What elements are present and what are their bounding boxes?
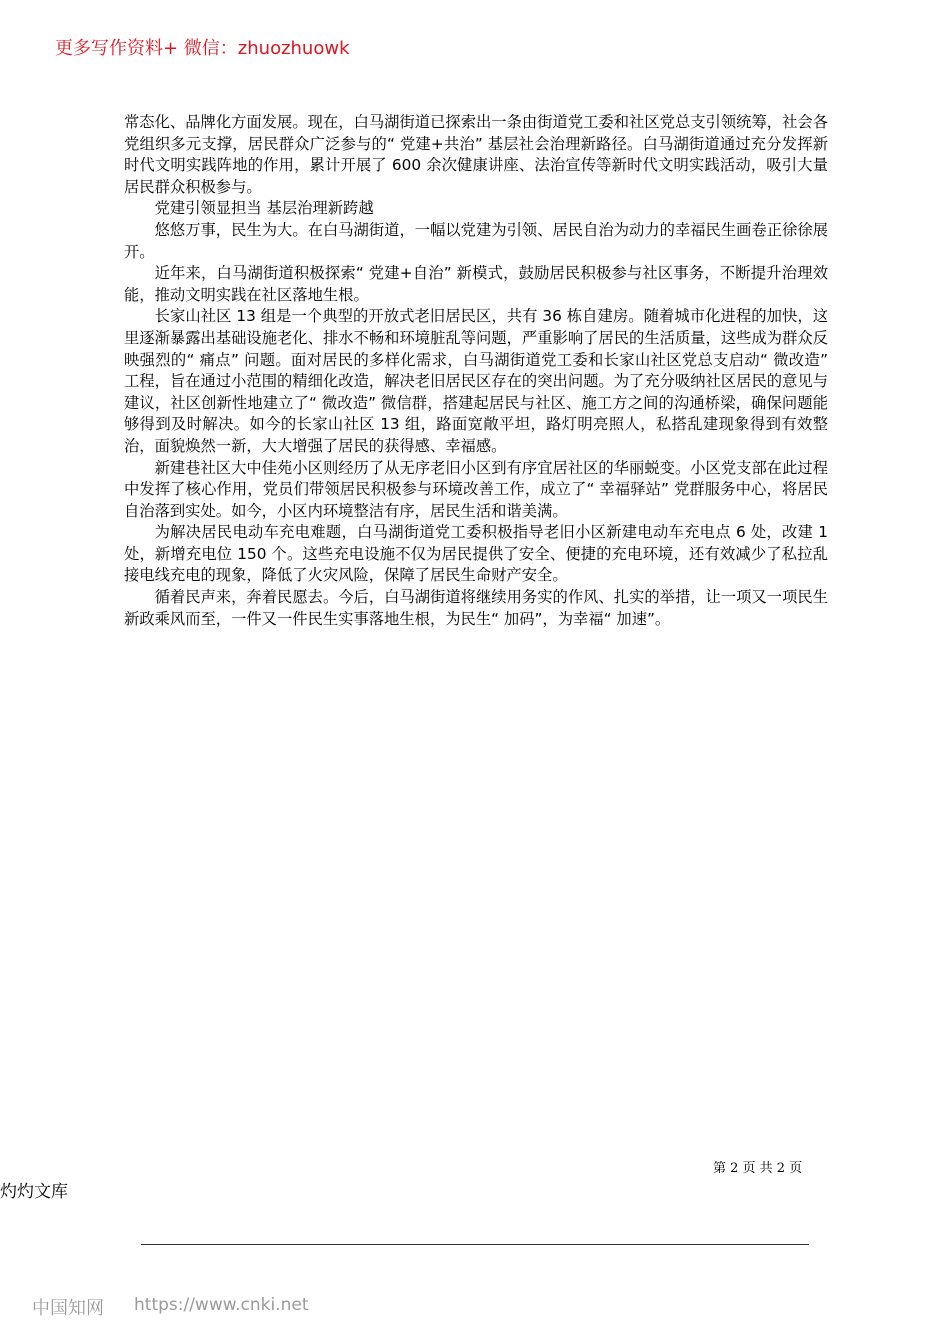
footer-brand-logo: 中国知网 [32, 1298, 104, 1319]
promo-banner-link[interactable]: 更多写作资料+ 微信：zhuozhuowk [55, 38, 350, 59]
article-paragraph: 近年来，白马湖街道积极探索“ 党建+自治” 新模式，鼓励居民积极参与社区事务，不断提升治理效能，推动文明实践在社区落地生根。 [124, 264, 828, 304]
article-paragraph: 循着民声来，奔着民愿去。今后，白马湖街道将继续用务实的作风、扎实的举措，让一项又一项民生新政乘风而至，一件又一件民生实事落地生根，为民生“ 加码”，为幸福“ 加速”。 [124, 588, 828, 628]
article-paragraph: 常态化、品牌化方面发展。现在，白马湖街道已探索出一条由街道党工委和社区党总支引领统筹，社会各党组织多元支撑，居民群众广泛参与的“ 党建+共治” 基层社会治理新路径。白马湖街道通过充分发挥新时代文明实践阵地的作用，累计开展了 600 余次健康讲座、法治宣传等新时代文明实践活动，吸引大量居民群众积极参与。 [124, 113, 828, 196]
article-paragraph: 长家山社区 13 组是一个典型的开放式老旧居民区，共有 36 栋自建房。随着城市化进程的加快，这里逐渐暴露出基础设施老化、排水不畅和环境脏乱等问题，严重影响了居民的生活质量，这些成为群众反映强烈的“ 痛点” 问题。面对居民的多样化需求，白马湖街道党工委和长家山社区党总支启动“ 微改造” 工程，旨在通过小范围的精细化改造，解决老旧居民区存在的突出问题。为了充分吸纳社区居民的意见与建议，社区创新性地建立了“ 微改造” 微信群，搭建起居民与社区、施工方之间的沟通桥梁，确保问题能够得到及时解决。如今的长家山社区 13 组，路面宽敞平坦，路灯明亮照人，私搭乱建现象得到有效整治，面貌焕然一新，大大增强了居民的获得感、幸福感。 [124, 307, 828, 455]
page-number: 第 2 页 共 2 页 [713, 1161, 803, 1176]
article-paragraph: 悠悠万事，民生为大。在白马湖街道，一幅以党建为引领、居民自治为动力的幸福民生画卷正徐徐展开。 [124, 220, 828, 261]
article-paragraph: 新建巷社区大中佳苑小区则经历了从无序老旧小区到有序宜居社区的华丽蜕变。小区党支部在此过程中发挥了核心作用，党员们带领居民积极参与环境改善工作，成立了“ 幸福驿站” 党群服务中心，将居民自治落到实处。如今，小区内环境整洁有序，居民生活和谐美满。 [124, 458, 828, 520]
section-heading: 党建引领显担当 基层治理新跨越 [154, 199, 374, 218]
footer-divider [141, 1244, 809, 1245]
article-paragraph: 为解决居民电动车充电难题，白马湖街道党工委积极指导老旧小区新建电动车充电点 6 处，改建 1 处，新增充电位 150 个。这些充电设施不仅为居民提供了安全、便捷的充电环境，还有效减少了私拉乱接电线充电的现象，降低了火灾风险，保障了居民生命财产安全。 [124, 523, 828, 585]
footer-url-link[interactable]: https://www.cnki.net [134, 1295, 309, 1315]
article-body [124, 112, 828, 630]
library-name: 灼灼文库 [0, 1182, 68, 1202]
